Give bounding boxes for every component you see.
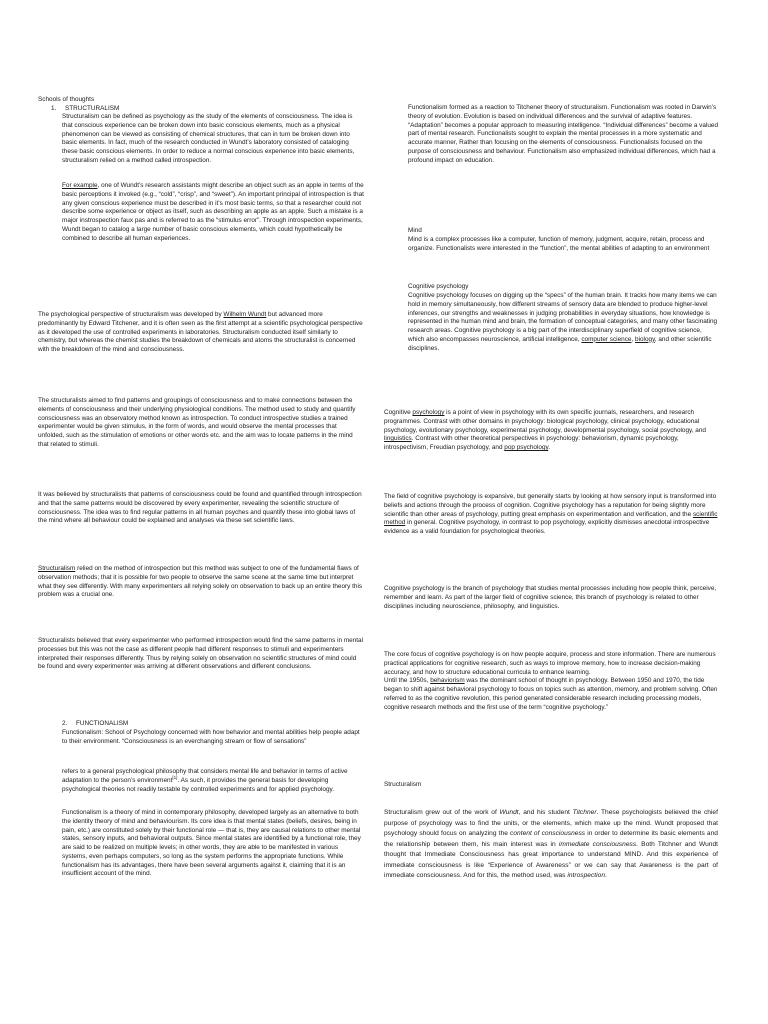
cognitive-core-focus-paragraph: The core focus of cognitive psychology is on how people acquire, process and store information. There are numerous practical applications for cognitive research, such as ways to improve memory, how to increase decision-making accuracy, and how to structure educational curricula to enhance learning. Until the 1950s, behaviorism was the dominant school of thought in psychology. Between 1950 and 1970, the tide began to shift against behavioral psychology to focus on topics such as attention, memory, and problem solving. Often referred to as the cognitive revolution, this period generated considerable research including processing models, cognitive research methods and the first use of the term “cognitive psychology.” <box>384 651 718 711</box>
document-title: Schools of thoughts <box>38 96 95 103</box>
structuralism-definition-paragraph: Structuralism can be defined as psychology as the study of the elements of consciousness. The idea is that conscious experience can be broken down into basic conscious elements, much as a physical phenomenon can be viewed as consisting of chemical structures, that can in turn be broken down into basic elements. In fact, much of the research conducted in Wundt’s laboratory consisted of cataloging these basic conscious elements. In order to reduce a normal conscious experience into basic elements, structuralism relied on a method called introspection. <box>62 113 355 164</box>
wundt-paragraph: The psychological perspective of structuralism was developed by Wilhelm Wundt but advanced more predominantly by Edward Titchener, and it is often seen as the first attempt at a scientific psychological perspective as it developed the use of controlled experiments in laboratories. Structuralism conducted itself similarly to chemistry, but whereas the chemist studies the breakdown of chemicals and atoms the structuralist is concerned with the breakdown of the mind and consciousness. <box>38 311 363 353</box>
behaviorism-link[interactable]: behaviorism <box>430 677 465 685</box>
functionalism-theory-paragraph: Functionalism is a theory of mind in contemporary philosophy, developed largely as an alternative to both the identity theory of mind and behaviourism. Its core idea is that mental states (beliefs, desires, being in pain, etc.) are constituted solely by their functional role — that is, they are causal relations to other mental states, sensory inputs, and behavioral outputs. Since mental states are identified by a functional role, they are said to be realized on multiple levels; in other words, they are able to be manifested in various systems, even perhaps computers, so long as the system performs the appropriate functions. While functionalism has its advantages, there have been several arguments against it, claiming that it is an insufficient account of the mind. <box>62 809 361 878</box>
structuralism-wundt-titchner-paragraph: Structuralism grew out of the work of Wundt, and his student Titchner. These psychologists believed the chief purpose of psychology was to find the units, or the elements, which make up the mind. Wundt proposed that psychology should focus on analyzing the content of consciousness in order to determine its basic elements and the relationship between them, his main interest was in immediate consciousness. Both Titchner and Wundt thought that Immediate Consciousness has great importance to understand MIND. And this experience of immediate consciousness is like “Experience of Awareness” or we can say that Awareness is the part of immediate consciousness. And for this, the method used, was introspection. <box>384 809 718 879</box>
wilhelm-wundt-link[interactable]: Wilhelm Wundt <box>223 311 267 318</box>
section-heading-functionalism <box>62 720 364 729</box>
section-number: 1. <box>51 104 57 112</box>
biology-link[interactable]: biology <box>635 335 655 343</box>
patterns-of-consciousness-paragraph: It was believed by structuralists that patterns of consciousness could be found and quantified through introspection and that the same patterns would be discovered by every experimenter, revealing the scientific structure of consciousness. The idea was to find regular patterns in all human psyches and quantify these into global laws of the mind where all behaviour could be explained and analyses via these set scientific laws. <box>38 491 362 525</box>
structuralists-aim-paragraph: The structuralists aimed to find patterns and groupings of consciousness and to make connections between the elements of consciousness and their underlying physiological conditions. The method used to study and quantify consciousness was an observatory method known as introspection. To conduct introspective studies a trained experimenter would be given stimulus, in the form of words, and would observe the mental processes that unfolded, such as the stimulation of emotions or other words etc. and the aim was to locate patterns in the mind that related to stimuli. <box>38 397 356 448</box>
cognitive-branch-paragraph: Cognitive psychology is the branch of psychology that studies mental processes including how people think, perceive, remember and learn. As part of the larger field of cognitive science, this branch of psychology is related to other disciplines including neuroscience, philosophy, and linguistics. <box>384 585 717 610</box>
computer-science-link[interactable]: computer science <box>581 335 632 343</box>
introspection-flaw-paragraph: Structuralism relied on the method of introspection but this method was subject to one of the fundamental flaws of observation methods; that it is possible for two people to observe the same scene at the same time but interpret what they see differently. With many experimenters all relying solely on observation to back up an entire theory this problem was a crucial one. <box>38 565 363 599</box>
section-number: 2. <box>62 720 68 727</box>
pop-psychology-link[interactable]: pop psychology <box>504 444 549 451</box>
section-heading-structuralism <box>51 105 364 114</box>
cognitive-psychology-specs-paragraph: Cognitive psychology focuses on digging up the “specs” of the human brain. It tracks how many items we can hold in memory simultaneously, how different streams of sensory data are blended to produce higher-level inferences, our strengths and weaknesses in judging probabilities in everyday situations, how knowledge is represented in the human mind and brain, the formation of conceptual categories, and many other fascinating research areas. Cognitive psychology is a big part of the interdisciplinary superfield of cognitive science, which also encompasses neuroscience, artificial intelligence, computer science, biology, and other scientific disciplines. <box>408 292 718 352</box>
section-title: FUNCTIONALISM <box>76 720 129 727</box>
functionalism-philosophy-paragraph: refers to a general psychological philosophy that considers mental life and behavior in terms of active adaptation to the person’s environment[1]. As such, it provides the general basis for developing psychological theories not readily testable by controlled experiments and for applied psychology. <box>62 768 348 793</box>
mind-heading: Mind <box>408 227 422 234</box>
structuralism-example-paragraph: For example, one of Wundt’s research assistants might describe an object such as an apple in terms of the basic perceptions it invoked (e.g., “cold”, “crisp”, and “sweet”). An important principal of introspection is that any given conscious experience must be described in it’s most basic terms, so that a researcher could not describe some experience or object as itself, such as describing an apple as an apple. Such a mistake is a major instrospection faux pas and is referred to as the “stimulus error”. Through introspection experiments, Wundt began to catalog a large number of basic conscious elements, which could hypothetically be combined to describe all human experiences. <box>62 182 364 242</box>
cognitive-point-of-view-paragraph: Cognitive psychology is a point of view in psychology with its own specific journals, researchers, and research programmes. Contrast with other domains in psychology: biological psychology, clinical psychology, educational psychology, evolutionary psychology, experimental psychology, developmental psychology, social psychology, and linguistics. Contrast with other theoretical perspectives in psychology: behaviorism, dynamic psychology, introspectivism, Freudian psychology, and pop psychology. <box>384 409 706 451</box>
mind-paragraph: Mind is a complex processes like a computer, function of memory, judgment, acquire, retain, process and organize. Functionalists were interested in the “function”, the mental abilities of adapting to an environment <box>408 236 710 252</box>
structuralism-heading: Structuralism <box>384 781 422 788</box>
functionalism-reaction-paragraph: Functionalism formed as a reaction to Titchener theory of structuralism. Functionalism was rooted in Darwin’s theory of evolution. Evolution is based on individual differences and the survival of adaptive features. “Adaptation” becomes a popular approach to measuring intelligence. “Individual differences” become a valued part of mental research. Functionalists sought to explain the mental processes in a more systematic and accurate manner, Rather than focusing on the elements of consciousness. Functionalists focused on the purpose of consciousness and behaviour. Functionalism also emphasized individual differences, which had a profound impact on education. <box>408 104 719 164</box>
psychology-link[interactable]: psychology <box>412 409 445 416</box>
cognitive-field-paragraph: The field of cognitive psychology is expansive, but generally starts by looking at how sensory input is transformed into beliefs and actions through the process of cognition. Cognitive psychology has a reputation for being slightly more scientific than other areas of psychology, putting great emphasis on experimentation and verification, and the scientific method in general. Cognitive psychology, in contrast to pop psychology, explicitly dismisses anecdotal introspective evidence as a valid foundation for psychological theories. <box>384 493 718 535</box>
linguistics-link[interactable]: linguistics <box>384 435 412 443</box>
scientific-method-link[interactable]: scientific method <box>384 510 718 527</box>
structuralists-believed-paragraph: Structuralists believed that every experimenter who performed introspection would find the same patterns in mental processes but this was not the case as different people had different responses to stimuli and experimenters interpreted their responses differently. Thus by relying solely on observation no scientific structures of mind could be found and every experimenter was arriving at different observations and different conclusions. <box>38 637 364 671</box>
cognitive-psychology-heading: Cognitive psychology <box>408 283 469 290</box>
structuralism-link[interactable]: Structuralism <box>38 565 76 572</box>
citation-link[interactable]: [1] <box>172 774 178 780</box>
functionalism-definition: Functionalism: School of Psychology concerned with how behavior and mental abilities help people adapt to their environment. “Consciousness is an everchanging stream or flow of sensations” <box>62 729 360 745</box>
for-example-link[interactable]: For example <box>62 182 98 189</box>
section-title: STRUCTURALISM <box>65 104 120 112</box>
